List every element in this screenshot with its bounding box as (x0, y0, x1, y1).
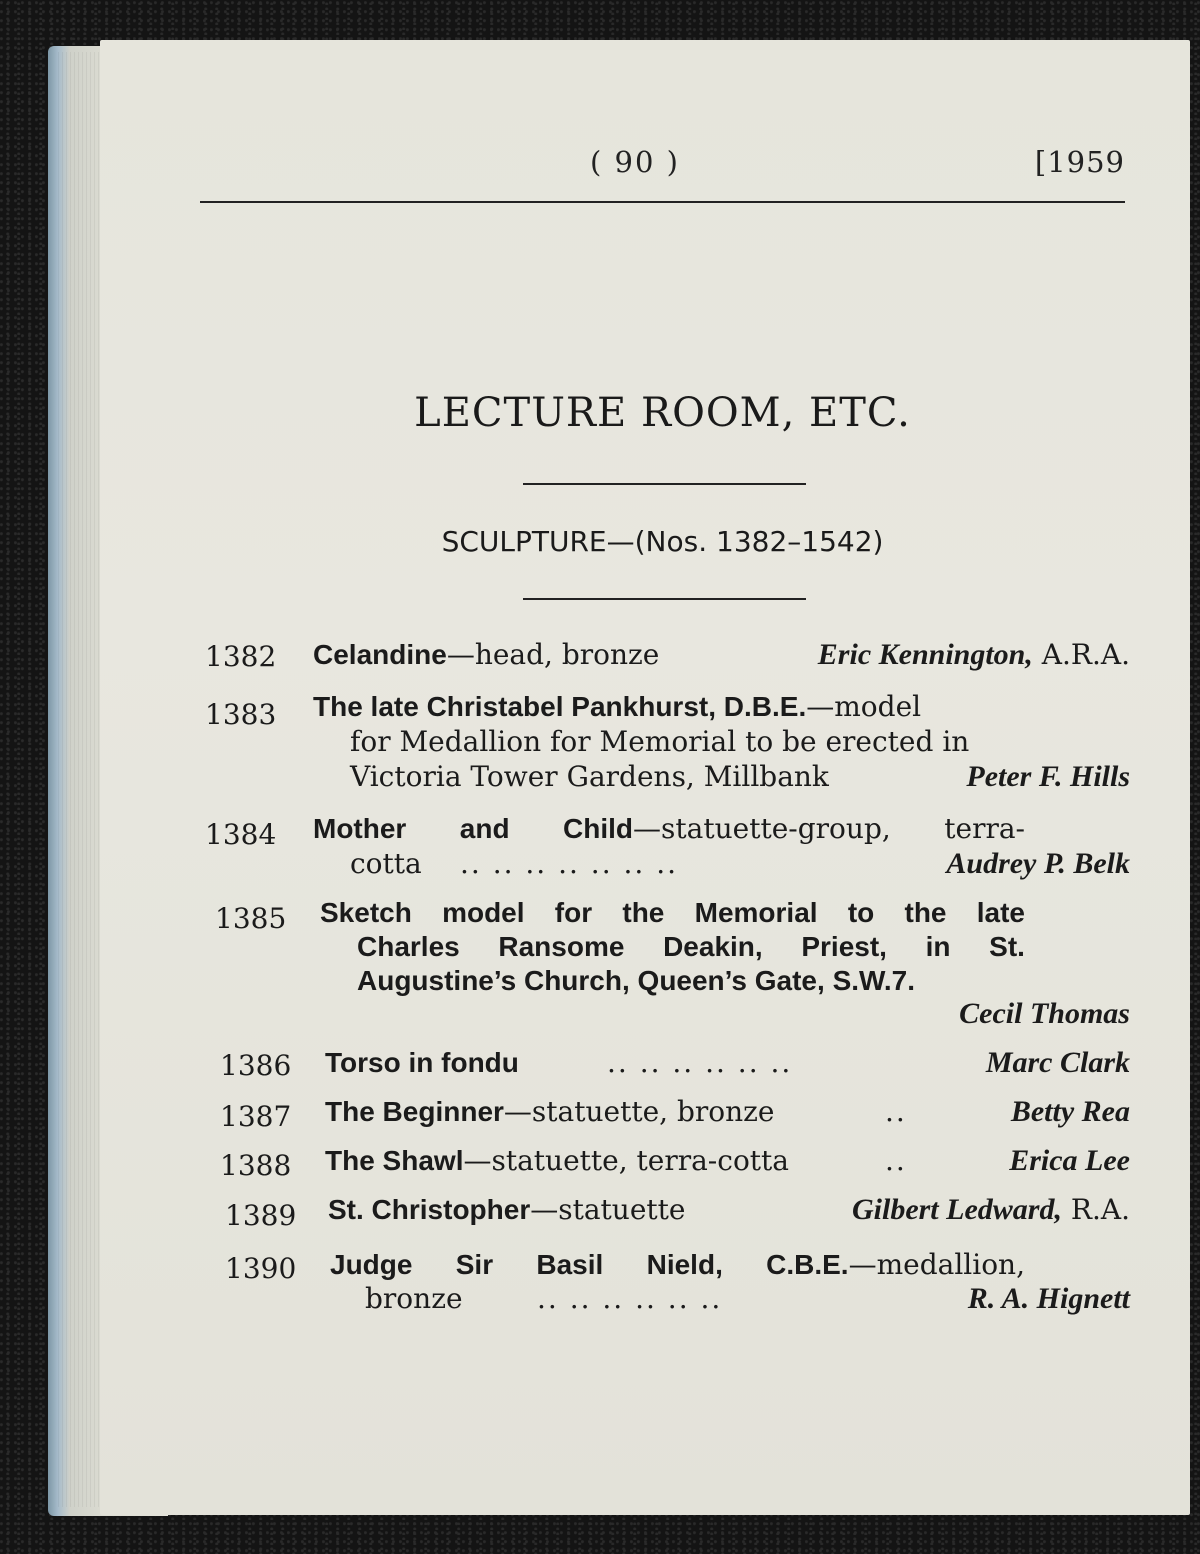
artist-suffix: R.A. (1061, 1193, 1130, 1226)
entry-title-word: for (554, 897, 593, 928)
page-number: ( 90 ) (590, 145, 680, 179)
entry-description-continued: Victoria Tower Gardens, Millbank (350, 760, 829, 793)
entry-description-end: terra- (944, 812, 1025, 845)
entry-title-word: Sketch (320, 897, 412, 928)
running-header (200, 145, 1125, 195)
dot-leader: .. (885, 1095, 907, 1128)
entry-line (325, 1095, 1130, 1129)
entry-number: 1384 (205, 818, 277, 851)
entry-description-continued: for Medallion for Memorial to be erected in (350, 725, 970, 758)
entry-title-word: Priest, (801, 931, 887, 962)
dot-leader: .. .. .. .. .. .. (537, 1282, 723, 1315)
entry-title: Celandine (313, 639, 447, 670)
entry-line (320, 896, 1025, 930)
entry-title-word: Nield, (646, 1249, 723, 1280)
entry-line (313, 812, 1025, 846)
artist-name: Eric Kennington, (817, 638, 1033, 671)
entry-title-continued: Augustine’s Church, Queen’s Gate, S.W.7. (357, 965, 916, 996)
entry-number: 1390 (225, 1252, 297, 1285)
entry-title-word: Memorial (694, 897, 818, 928)
entry-line (357, 930, 1025, 964)
entry-title-word: Judge (330, 1249, 413, 1280)
entry-line (357, 964, 1130, 998)
entry-title-word: C.B.E. (766, 1249, 849, 1280)
entry-title: St. Christopher (328, 1194, 531, 1225)
entry-line (313, 690, 1025, 724)
entry-line (328, 1193, 1130, 1227)
entry-title-word: in (925, 931, 951, 962)
entry-description: —model (806, 690, 922, 723)
entry-line (350, 760, 1130, 794)
artist-name: Gilbert Ledward, (851, 1193, 1062, 1226)
entry-description: —statuette, terra-cotta (463, 1144, 789, 1177)
entry-line (325, 1046, 1130, 1080)
entry-number: 1386 (220, 1049, 292, 1082)
header-rule (200, 201, 1125, 203)
section-subtitle: SCULPTURE—(Nos. 1382–1542) (441, 525, 884, 558)
entry-title: The Beginner (325, 1096, 504, 1127)
entry-number: 1388 (220, 1149, 292, 1182)
subtitle-rule (523, 598, 806, 600)
entry-artist (852, 1193, 1130, 1227)
entry-title-word: Mother (313, 813, 407, 844)
entry-title: The Shawl (325, 1145, 464, 1176)
entry-title-word: the (622, 897, 665, 928)
entry-title-word: model (442, 897, 525, 928)
entry-description-continued: cotta (350, 847, 422, 880)
entry-title: Torso in fondu (325, 1047, 519, 1078)
entry-title-word: the (904, 897, 947, 928)
entry-line (350, 847, 1130, 881)
entry-artist: Cecil Thomas (959, 997, 1130, 1030)
entry-title-word: Child (563, 813, 634, 844)
entry-line (350, 725, 1130, 759)
entry-number: 1387 (220, 1100, 292, 1133)
entry-line (365, 1282, 1130, 1316)
entry-title-word: Ransome (498, 931, 625, 962)
entry-title-word: late (976, 897, 1025, 928)
entry-artist: Betty Rea (1010, 1095, 1130, 1128)
entry-title-word: St. (989, 931, 1025, 962)
entry-artist (818, 638, 1130, 672)
entry-description: —medallion, (848, 1248, 1025, 1281)
entry-line (330, 1248, 1025, 1282)
entry-number: 1389 (225, 1199, 297, 1232)
entry-number: 1385 (215, 902, 287, 935)
artist-suffix: A.R.A. (1032, 638, 1130, 671)
entry-description: —statuette-group, (633, 812, 891, 845)
entry-description: —head, bronze (446, 638, 660, 671)
entry-artist: Erica Lee (1009, 1144, 1130, 1177)
title-rule (523, 483, 806, 485)
entry-number: 1382 (205, 640, 277, 673)
entry-artist: Audrey P. Belk (946, 847, 1130, 880)
entry-description-continued: bronze (365, 1282, 463, 1315)
entry-title-word: Basil (536, 1249, 604, 1280)
entry-title-word: and (459, 813, 510, 844)
dot-leader: .. (885, 1144, 907, 1177)
entry-title: The late Christabel Pankhurst, D.B.E. (313, 691, 807, 722)
dot-leader: .. .. .. .. .. .. (607, 1046, 793, 1079)
entry-artist: R. A. Hignett (967, 1282, 1130, 1315)
entry-title-word: Sir (455, 1249, 494, 1280)
dot-leader: .. .. .. .. .. .. .. (460, 847, 679, 880)
entry-line (313, 638, 1130, 672)
entry-artist: Marc Clark (985, 1046, 1130, 1079)
section-title: LECTURE ROOM, ETC. (414, 390, 911, 436)
entry-number: 1383 (205, 698, 277, 731)
entry-title-word: Deakin, (663, 931, 763, 962)
entry-title-word: to (847, 897, 875, 928)
entry-description: —statuette, bronze (503, 1095, 775, 1128)
entry-description: —statuette (530, 1193, 686, 1226)
header-year: [1959 (1034, 145, 1125, 179)
entry-artist: Peter F. Hills (966, 760, 1130, 793)
entry-line (325, 1144, 1130, 1178)
entry-title-word: Charles (357, 931, 460, 962)
